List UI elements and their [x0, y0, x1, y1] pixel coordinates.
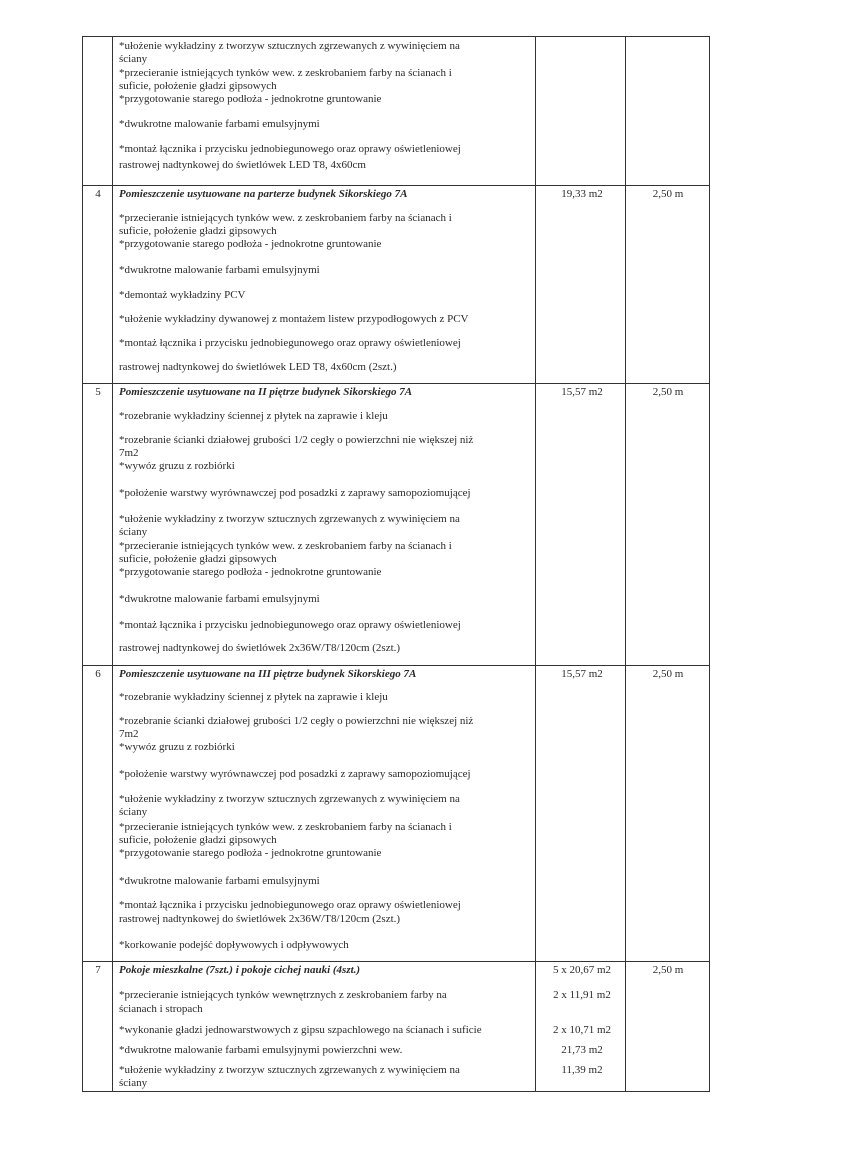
- item-text: ściany: [119, 53, 148, 65]
- item-text: *ułożenie wykładziny z tworzyw sztucznych zgrzewanych z wywinięciem na: [119, 1064, 460, 1076]
- height-value: 2,50 m: [652, 668, 684, 680]
- item-text: *ułożenie wykładziny z tworzyw sztucznych zgrzewanych z wywinięciem na: [119, 793, 460, 805]
- row-title: Pomieszczenie usytuowane na III piętrze budynek Sikorskiego 7A: [119, 668, 417, 680]
- item-text: ściany: [119, 806, 148, 818]
- item-text: *montaż łącznika i przycisku jednobiegunowego oraz oprawy oświetleniowej: [119, 619, 461, 631]
- item-text: *rozebranie wykładziny ściennej z płytek na zaprawie i kleju: [119, 691, 388, 703]
- item-text: rastrowej nadtynkowej do świetlówek LED T8, 4x60cm: [119, 159, 366, 171]
- item-text: *rozebranie ścianki działowej grubości 1/2 cegły o powierzchni nie większej niż: [119, 434, 474, 446]
- height-value: 2,50 m: [652, 188, 684, 200]
- item-text: *przecieranie istniejących tynków wew. z zeskrobaniem farby na ścianach i: [119, 212, 452, 224]
- item-text: *korkowanie podejść dopływowych i odpływowych: [119, 939, 349, 951]
- row-title: Pomieszczenie usytuowane na parterze budynek Sikorskiego 7A: [119, 188, 408, 200]
- item-text: rastrowej nadtynkowej do świetlówek LED T8, 4x60cm (2szt.): [119, 361, 397, 373]
- item-text: 7m2: [119, 447, 139, 459]
- item-text: *ułożenie wykładziny z tworzyw sztucznych zgrzewanych z wywinięciem na: [119, 513, 460, 525]
- item-text: 7m2: [119, 728, 139, 740]
- item-text: suficie, położenie gładzi gipsowych: [119, 834, 277, 846]
- item-text: *przygotowanie starego podłoża - jednokrotne gruntowanie: [119, 566, 382, 578]
- row-title: Pokoje mieszkalne (7szt.) i pokoje cichej nauki (4szt.): [119, 964, 361, 976]
- item-text: *wywóz gruzu z rozbiórki: [119, 460, 235, 472]
- item-text: *ułożenie wykładziny z tworzyw sztucznych zgrzewanych z wywinięciem na: [119, 40, 460, 52]
- item-text: *dwukrotne malowanie farbami emulsyjnymi powierzchni wew.: [119, 1044, 403, 1056]
- item-text: ścianach i stropach: [119, 1003, 203, 1015]
- item-text: *wywóz gruzu z rozbiórki: [119, 741, 235, 753]
- specification-table: [82, 36, 710, 1092]
- row-number: 4: [95, 188, 101, 200]
- item-text: suficie, położenie gładzi gipsowych: [119, 553, 277, 565]
- table-row: [83, 37, 709, 1091]
- item-text: suficie, położenie gładzi gipsowych: [119, 225, 277, 237]
- item-text: *przecieranie istniejących tynków wew. z zeskrobaniem farby na ścianach i: [119, 67, 452, 79]
- item-text: ściany: [119, 526, 148, 538]
- item-text: *przecieranie istniejących tynków wew. z zeskrobaniem farby na ścianach i: [119, 821, 452, 833]
- item-text: *montaż łącznika i przycisku jednobiegunowego oraz oprawy oświetleniowej: [119, 899, 461, 911]
- item-text: *demontaż wykładziny PCV: [119, 289, 246, 301]
- item-text: *dwukrotne malowanie farbami emulsyjnymi: [119, 264, 320, 276]
- area-value: 11,39 m2: [561, 1064, 603, 1076]
- item-text: rastrowej nadtynkowej do świetlówek 2x36W/T8/120cm (2szt.): [119, 642, 401, 654]
- item-text: ściany: [119, 1077, 148, 1089]
- area-value: 15,57 m2: [561, 668, 603, 680]
- item-text: rastrowej nadtynkowej do świetlówek 2x36W/T8/120cm (2szt.): [119, 913, 401, 925]
- item-text: *dwukrotne malowanie farbami emulsyjnymi: [119, 118, 320, 130]
- item-text: *przecieranie istniejących tynków wew. z zeskrobaniem farby na ścianach i: [119, 540, 452, 552]
- item-text: *dwukrotne malowanie farbami emulsyjnymi: [119, 875, 320, 887]
- row-number: 5: [95, 386, 101, 398]
- item-text: *przecieranie istniejących tynków wewnętrznych z zeskrobaniem farby na: [119, 989, 447, 1001]
- item-text: *montaż łącznika i przycisku jednobiegunowego oraz oprawy oświetleniowej: [119, 337, 461, 349]
- area-value: 21,73 m2: [561, 1044, 603, 1056]
- area-value: 15,57 m2: [561, 386, 603, 398]
- item-text: *przygotowanie starego podłoża - jednokrotne gruntowanie: [119, 847, 382, 859]
- area-value: 2 x 10,71 m2: [552, 1024, 612, 1036]
- item-text: *położenie warstwy wyrównawczej pod posadzki z zaprawy samopoziomującej: [119, 768, 471, 780]
- item-text: suficie, położenie gładzi gipsowych: [119, 80, 277, 92]
- item-text: *ułożenie wykładziny dywanowej z montażem listew przypodłogowych z PCV: [119, 313, 469, 325]
- item-text: *rozebranie ścianki działowej grubości 1/2 cegły o powierzchni nie większej niż: [119, 715, 474, 727]
- area-value: 19,33 m2: [561, 188, 603, 200]
- item-text: *przygotowanie starego podłoża - jednokrotne gruntowanie: [119, 93, 382, 105]
- item-text: *montaż łącznika i przycisku jednobiegunowego oraz oprawy oświetleniowej: [119, 143, 461, 155]
- area-value: 2 x 11,91 m2: [553, 989, 611, 1001]
- height-value: 2,50 m: [652, 964, 684, 976]
- row-title: Pomieszczenie usytuowane na II piętrze budynek Sikorskiego 7A: [119, 386, 413, 398]
- item-text: *dwukrotne malowanie farbami emulsyjnymi: [119, 593, 320, 605]
- row-number: 6: [95, 668, 101, 680]
- item-text: *przygotowanie starego podłoża - jednokrotne gruntowanie: [119, 238, 382, 250]
- item-text: *rozebranie wykładziny ściennej z płytek na zaprawie i kleju: [119, 410, 388, 422]
- height-value: 2,50 m: [652, 386, 684, 398]
- item-text: *wykonanie gładzi jednowarstwowych z gipsu szpachlowego na ścianach i suficie: [119, 1024, 482, 1036]
- row-number: 7: [95, 964, 101, 976]
- area-value: 5 x 20,67 m2: [552, 964, 612, 976]
- item-text: *położenie warstwy wyrównawczej pod posadzki z zaprawy samopoziomującej: [119, 487, 471, 499]
